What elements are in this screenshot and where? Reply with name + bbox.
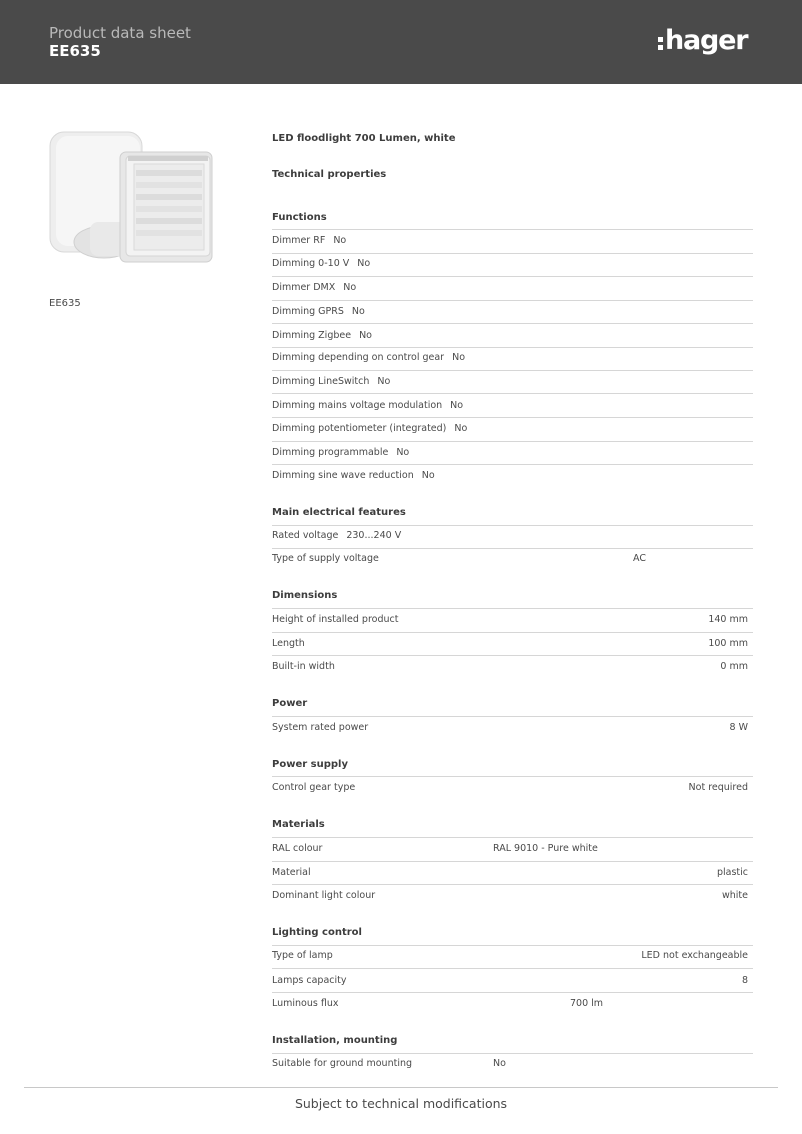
section-title-lighting-control: Lighting control [272, 927, 362, 938]
property-value: No [450, 400, 464, 411]
property-row [272, 376, 390, 387]
property-label: Dimming LineSwitch [272, 376, 370, 387]
property-row [272, 423, 467, 434]
brand-wordmark: hager [665, 25, 748, 56]
property-label: Length [272, 638, 305, 649]
footer-note: Subject to technical modifications [294, 1096, 508, 1111]
property-label: RAL colour [272, 843, 323, 854]
divider [272, 945, 753, 946]
product-code: EE635 [49, 298, 81, 309]
property-value: 100 mm [708, 638, 748, 649]
product-image [46, 126, 216, 266]
property-label: Luminous flux [272, 998, 339, 1009]
divider [272, 1053, 753, 1054]
property-label: Dimming programmable [272, 447, 389, 458]
property-label: Height of installed product [272, 614, 399, 625]
product-title: LED floodlight 700 Lumen, white [272, 133, 456, 144]
footer-divider [24, 1087, 778, 1088]
property-row [272, 447, 409, 458]
property-label: Dominant light colour [272, 890, 376, 901]
section-title-materials: Materials [272, 819, 325, 830]
page-header [0, 0, 802, 84]
property-value: No [357, 258, 371, 269]
divider [272, 323, 753, 324]
divider [272, 393, 753, 394]
technical-properties-heading: Technical properties [272, 169, 387, 180]
property-label: Dimming GPRS [272, 306, 344, 317]
divider [272, 347, 753, 348]
property-label: Dimmer DMX [272, 282, 336, 293]
brand-logo [658, 24, 747, 58]
divider [272, 370, 753, 371]
divider [272, 229, 753, 230]
property-label: Dimmer RF [272, 235, 326, 246]
divider [272, 716, 753, 717]
section-title-power-supply: Power supply [272, 759, 348, 770]
divider [272, 655, 753, 656]
property-value: 8 W [729, 722, 748, 733]
property-row [272, 235, 346, 246]
property-value: No [396, 447, 410, 458]
property-row [272, 282, 356, 293]
property-row [272, 470, 435, 481]
property-label: Dimming mains voltage modulation [272, 400, 443, 411]
property-value: No [351, 306, 365, 317]
divider [272, 300, 753, 301]
property-value: No [377, 376, 391, 387]
property-value: No [452, 352, 466, 363]
property-value: No [359, 330, 372, 341]
divider [272, 276, 753, 277]
logo-dots-icon [658, 35, 663, 51]
section-title-functions: Functions [272, 212, 327, 223]
divider [272, 968, 753, 969]
section-title-electrical: Main electrical features [272, 507, 406, 518]
section-title-power: Power [272, 698, 308, 709]
property-row [272, 258, 370, 269]
divider [272, 776, 753, 777]
property-value: Not required [688, 782, 748, 793]
property-value: plastic [716, 867, 748, 878]
property-value: 230...240 V [346, 530, 402, 541]
divider [272, 464, 753, 465]
property-value: RAL 9010 - Pure white [493, 843, 598, 854]
document-code: EE635 [49, 42, 101, 60]
property-value: 0 mm [720, 661, 748, 672]
property-row [272, 530, 401, 541]
property-label: Dimming depending on control gear [272, 352, 445, 363]
divider [272, 417, 753, 418]
property-value: 140 mm [708, 614, 748, 625]
property-value: No [343, 282, 357, 293]
divider [272, 861, 753, 862]
property-value: No [421, 470, 435, 481]
property-label: Dimming 0-10 V [272, 258, 350, 269]
property-row [272, 400, 463, 411]
property-label: Dimming potentiometer (integrated) [272, 423, 447, 434]
property-label: Type of supply voltage [272, 553, 379, 564]
divider [272, 608, 753, 609]
property-row [272, 352, 465, 363]
divider [272, 884, 753, 885]
section-title-installation: Installation, mounting [272, 1035, 398, 1046]
divider [272, 992, 753, 993]
property-value: white [722, 890, 748, 901]
property-label: Material [272, 867, 311, 878]
divider [272, 548, 753, 549]
property-label: Suitable for ground mounting [272, 1058, 413, 1069]
divider [272, 837, 753, 838]
property-value: No [493, 1058, 506, 1069]
property-value: AC [633, 553, 646, 564]
property-label: Control gear type [272, 782, 356, 793]
property-row [272, 306, 365, 317]
document-type: Product data sheet [49, 24, 191, 42]
divider [272, 632, 753, 633]
property-label: Built-in width [272, 661, 335, 672]
property-label: Dimming Zigbee [272, 330, 352, 341]
property-label: Type of lamp [272, 950, 333, 961]
divider [272, 253, 753, 254]
property-value: 700 lm [570, 998, 604, 1009]
property-value: LED not exchangeable [641, 950, 748, 961]
property-row [272, 330, 372, 341]
property-label: Rated voltage [272, 530, 339, 541]
property-label: Dimming sine wave reduction [272, 470, 414, 481]
divider [272, 441, 753, 442]
property-label: Lamps capacity [272, 975, 347, 986]
property-value: No [454, 423, 468, 434]
property-label: System rated power [272, 722, 369, 733]
property-value: 8 [741, 975, 748, 986]
section-title-dimensions: Dimensions [272, 590, 338, 601]
property-value: No [333, 235, 347, 246]
divider [272, 525, 753, 526]
